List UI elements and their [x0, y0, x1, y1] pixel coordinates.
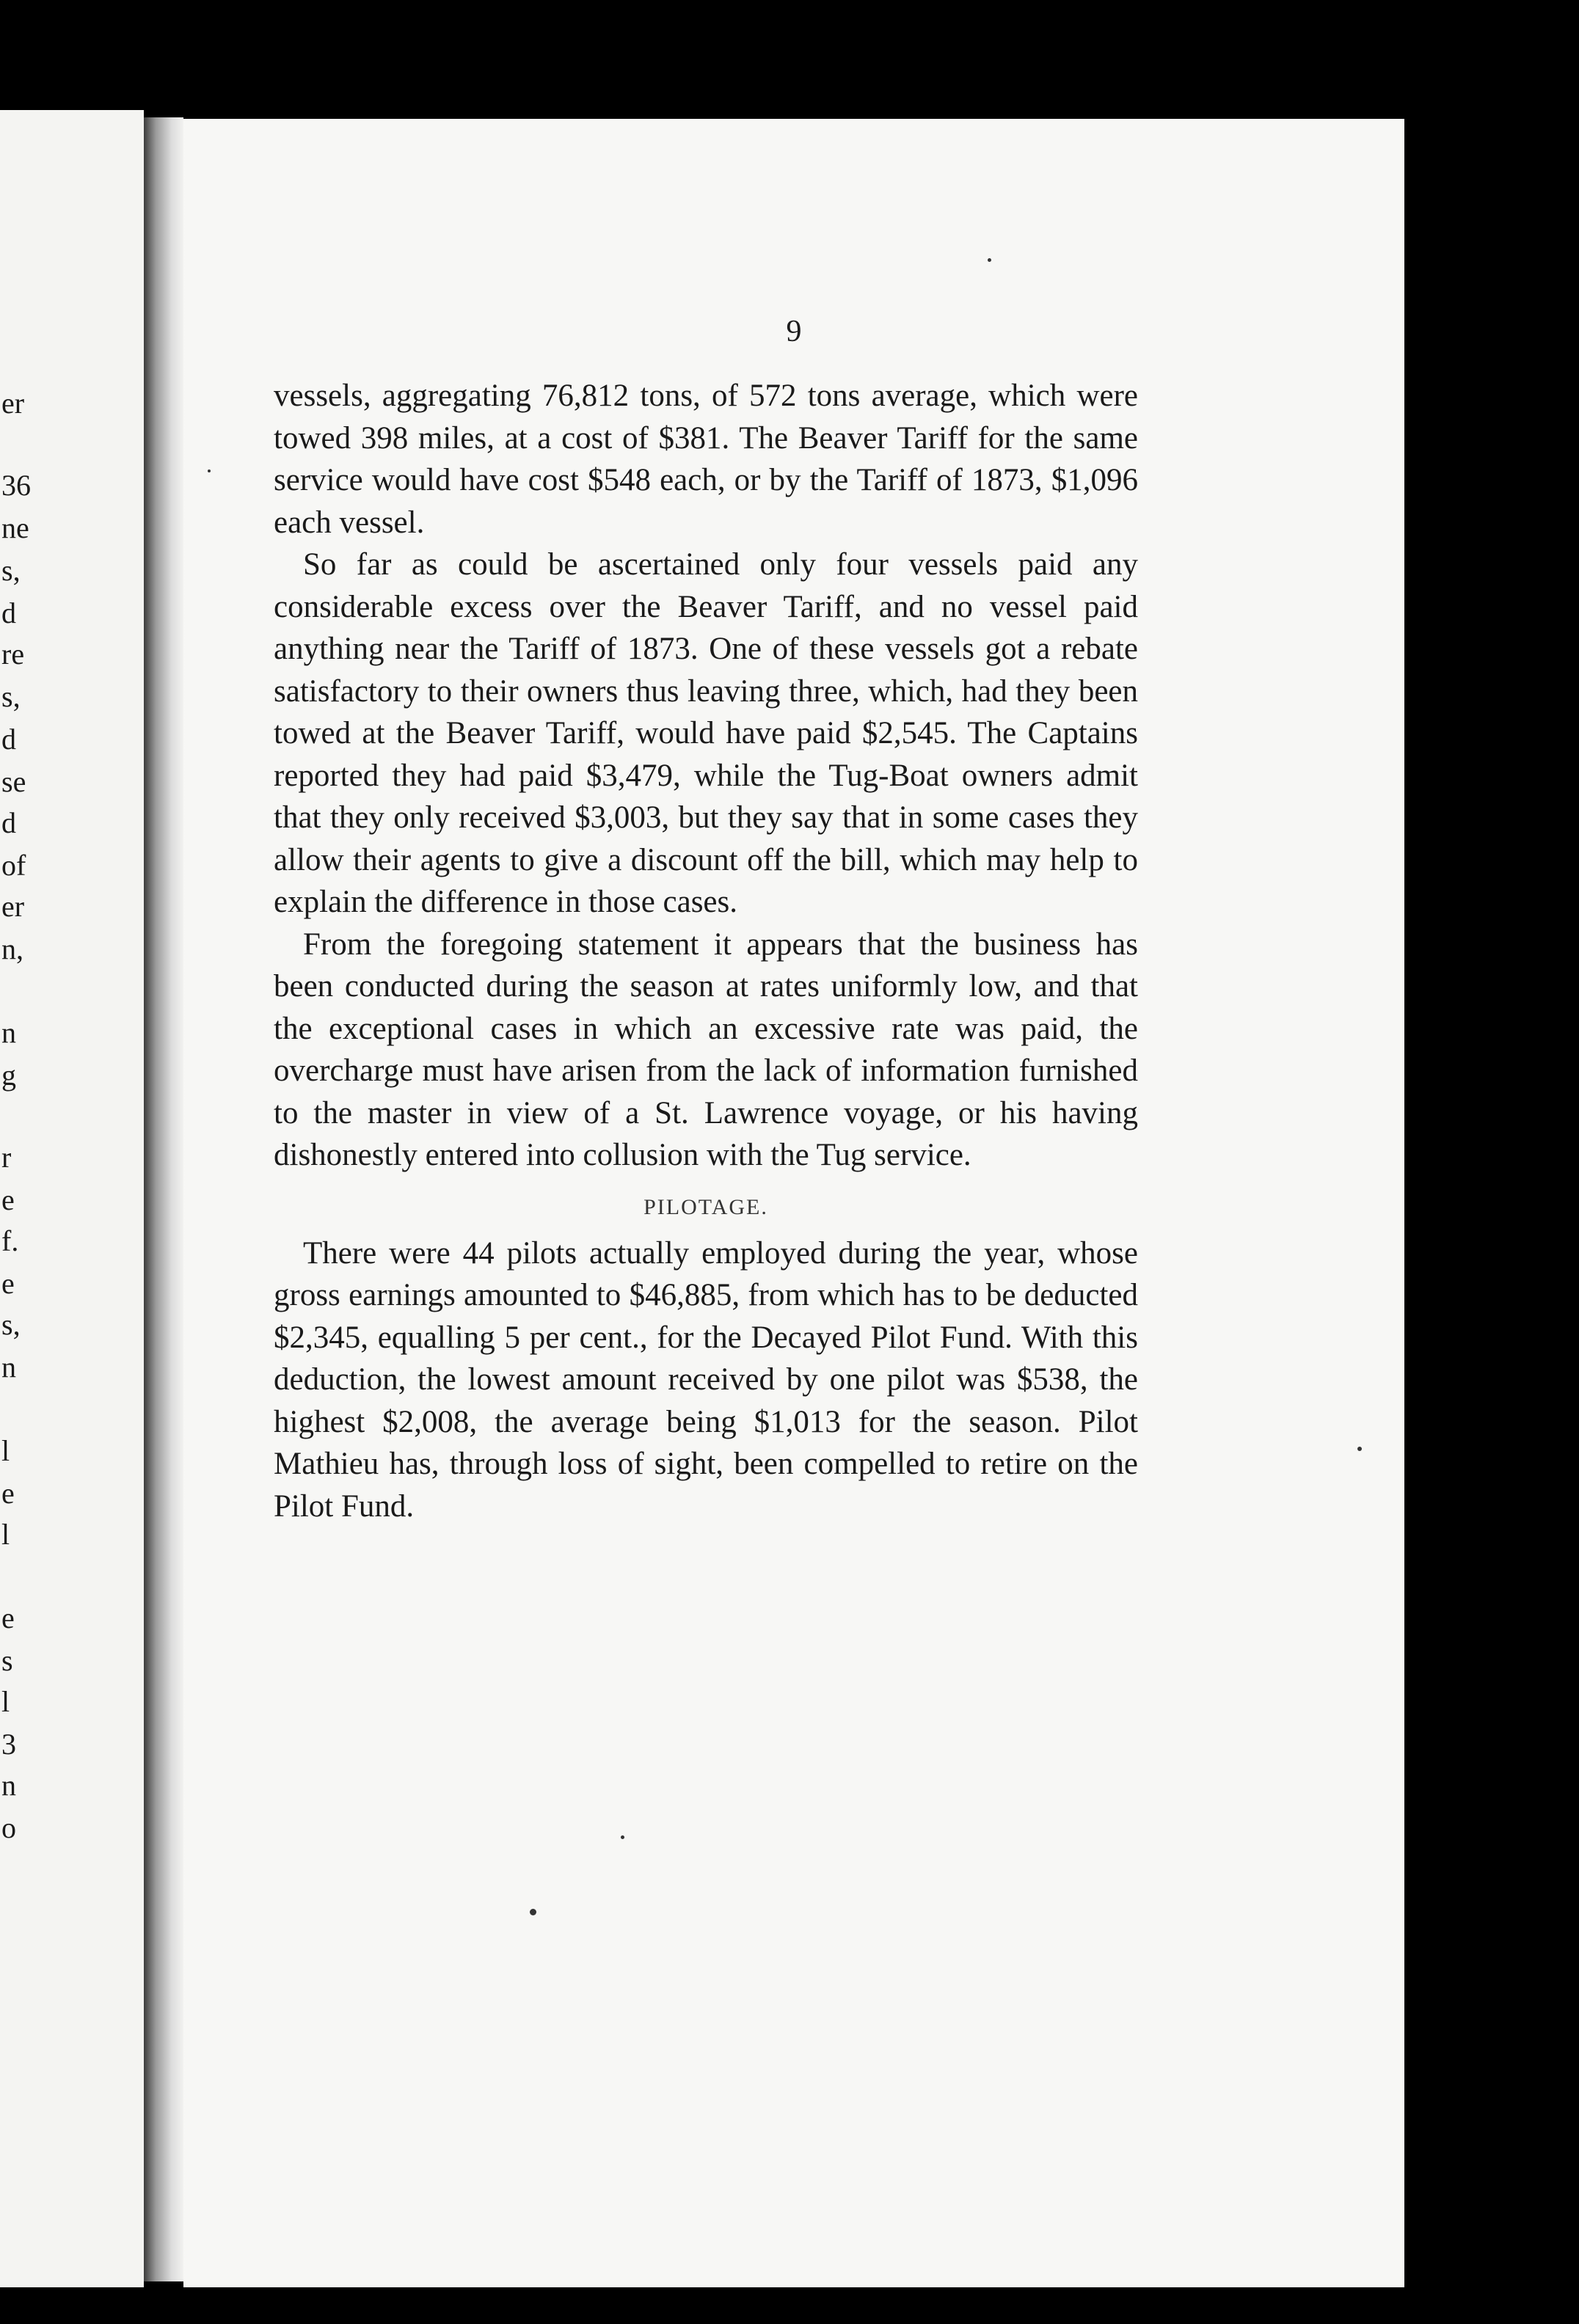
margin-letter: o — [1, 1811, 16, 1844]
speck — [208, 469, 211, 472]
right-page — [183, 119, 1404, 2287]
margin-letter: n — [1, 1016, 16, 1049]
page-body — [274, 375, 1138, 1527]
margin-letter: re — [1, 637, 25, 670]
margin-letter: of — [1, 849, 26, 882]
margin-letter: er — [1, 387, 25, 420]
margin-letter: s, — [1, 554, 21, 587]
margin-letter: s — [1, 1644, 13, 1677]
margin-letter: g — [1, 1059, 16, 1092]
margin-letter: d — [1, 596, 16, 629]
margin-letter: 36 — [1, 469, 31, 502]
paragraph: So far as could be ascertained only four vessels paid any considerable excess over the Beaver Tariff, and no vessel paid anything near the Tariff of 1873. One of these vessels got a rebate satisfactory to their owners thus leaving three, which, had they been towed at the Beaver Tariff, would have paid $2,545. The Captains reported they had paid $3,479, while the Tug-Boat owners admit that they only received $3,003, but they say that in some cases they allow their agents to give a discount off the bill, which may help to explain the difference in those cases. — [274, 547, 1138, 919]
section-heading: PILOTAGE. — [643, 1194, 768, 1219]
margin-letter: e — [1, 1477, 15, 1510]
page-number: 9 — [786, 315, 802, 348]
margin-letter: s, — [1, 680, 21, 713]
speck — [621, 1835, 624, 1839]
book-gutter-shadow — [144, 117, 183, 2281]
margin-letter: l — [1, 1518, 10, 1551]
margin-letter: d — [1, 723, 16, 756]
paragraph: vessels, aggregating 76,812 tons, of 572 tons average, which were towed 398 miles, at a cost of $381. The Beaver Tariff for the same service would have cost $548 each, or by the Tariff of 1873, $1,096 each vessel. — [274, 379, 1138, 540]
margin-letter: f. — [1, 1224, 19, 1257]
margin-letter: n — [1, 1351, 16, 1384]
margin-letter: r — [1, 1141, 12, 1174]
margin-letter: l — [1, 1685, 10, 1718]
margin-letter: 3 — [1, 1728, 16, 1761]
margin-letter: n — [1, 1769, 16, 1802]
margin-letter: e — [1, 1601, 15, 1634]
margin-letter: d — [1, 806, 16, 839]
margin-letter: n, — [1, 932, 23, 965]
margin-letter: ne — [1, 511, 29, 544]
left-page-cut-off-text — [0, 110, 31, 2287]
margin-letter: s, — [1, 1308, 21, 1341]
margin-letter: e — [1, 1267, 15, 1300]
margin-letter: se — [1, 765, 26, 798]
margin-letter: er — [1, 890, 25, 923]
paragraph: There were 44 pilots actually employed during the year, whose gross earnings amounted to $46,885, from which has to be deducted $2,345, equalling 5 per cent., for the Decayed Pilot Fund. With this deduction, the lowest amount received by one pilot was $538, the highest $2,008, the average being $1,013 for the season. Pilot Mathieu has, through loss of sight, been compelled to retire on the Pilot Fund. — [274, 1235, 1138, 1524]
left-facing-page — [0, 110, 144, 2287]
speck — [530, 1909, 536, 1915]
speck — [988, 258, 991, 262]
paragraph: From the foregoing statement it appears that the business has been conducted during the season at rates uniformly low, and that the exceptional cases in which an excessive rate was paid, the overcharge must have arisen from the lack of information furnished to the master in view of a St. Lawrence voyage, or his having dishonestly entered into collusion with the Tug service. — [274, 927, 1138, 1172]
margin-letter: l — [1, 1434, 10, 1467]
speck — [1357, 1447, 1362, 1451]
margin-letter: e — [1, 1183, 15, 1216]
